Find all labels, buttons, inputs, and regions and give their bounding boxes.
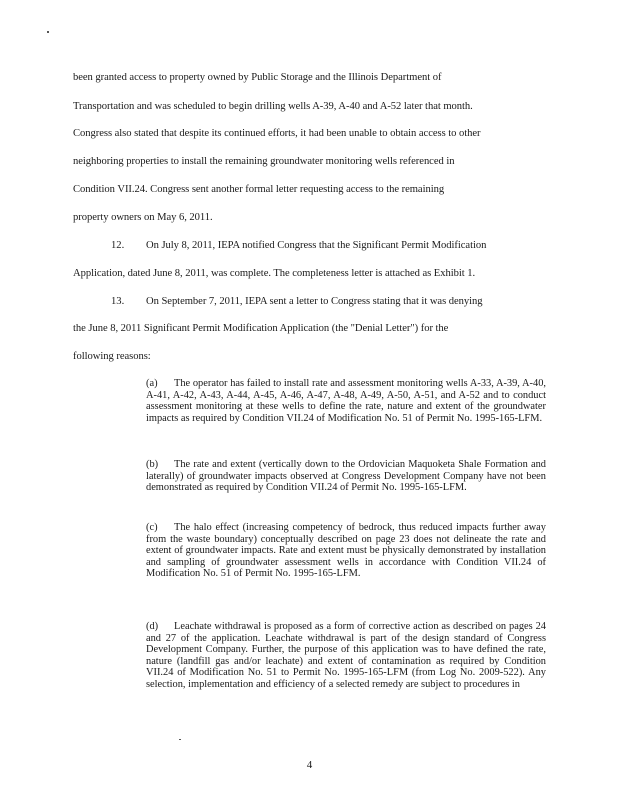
body-line: Congress also stated that despite its continued efforts, it had been unable to obtain access to other	[73, 128, 481, 139]
item-label: (a)	[146, 378, 158, 389]
item-label: (d)	[146, 621, 159, 632]
body-line: following reasons:	[73, 351, 151, 362]
paragraph-number: 12.	[111, 240, 125, 251]
item-text: Leachate withdrawal is proposed as a form of corrective action as described on pages 24 and 27 of the application. Leachate withdrawal is part of the design standard of Congress Development Company. Further, the purpose of this application was to have defined the rate, nature (landfill gas and/or leachate) and extent of contamination as required by Condition VII.24 of Modification No. 51 to Permit No. 1995-165-LFM (from Log No. 2009-522). Any selection, implementation and efficiency of a selected remedy are subject to procedures in	[146, 621, 546, 690]
scan-speck	[179, 739, 181, 740]
body-line: the June 8, 2011 Significant Permit Modification Application (the "Denial Letter") for the	[73, 323, 449, 334]
item-label: (b)	[146, 459, 159, 470]
item-text: The operator has failed to install rate and assessment monitoring wells A-33, A-39, A-40, A-41, A-42, A-43, A-44, A-45, A-46, A-47, A-48, A-49, A-50, A-51, and A-52 and to conduct assessment monitoring at these wells to define the rate, nature and extent of the groundwater impacts as required by Condition VII.24 of Modification No. 51 of Permit No. 1995-165-LFM.	[146, 378, 546, 424]
body-line: been granted access to property owned by Public Storage and the Illinois Department of	[73, 72, 442, 83]
quoted-item-c	[146, 522, 546, 580]
item-text: The rate and extent (vertically down to the Ordovician Maquoketa Shale Formation and laterally) of groundwater impacts observed at Congress Development Company have not been demonstrated as required by Condition VII.24 of Permit No. 1995-165-LFM.	[146, 459, 546, 494]
quoted-item-b	[146, 459, 546, 494]
body-line: neighboring properties to install the remaining groundwater monitoring wells referenced in	[73, 156, 455, 167]
body-line: property owners on May 6, 2011.	[73, 212, 213, 223]
item-label: (c)	[146, 522, 158, 533]
page-number: 4	[306, 759, 313, 771]
body-line: On September 7, 2011, IEPA sent a letter to Congress stating that it was denying	[146, 296, 483, 307]
paragraph-number: 13.	[111, 296, 125, 307]
item-text: The halo effect (increasing competency of bedrock, thus reduced impacts further away from the waste boundary) conceptually described on page 23 does not delineate the rate and extent of groundwater impacts. Rate and extent must be physically demonstrated by installation and sampling of groundwater assessment wells in accordance with Condition VII.24 of Modification No. 51 of Permit No. 1995-165-LFM.	[146, 522, 546, 580]
scan-speck	[47, 31, 49, 33]
quoted-item-d	[146, 621, 546, 691]
body-line: On July 8, 2011, IEPA notified Congress that the Significant Permit Modification	[146, 240, 487, 251]
body-line: Transportation and was scheduled to begin drilling wells A-39, A-40 and A-52 later that month.	[73, 101, 473, 112]
body-line: Condition VII.24. Congress sent another formal letter requesting access to the remaining	[73, 184, 445, 195]
quoted-item-a	[146, 378, 546, 424]
body-line: Application, dated June 8, 2011, was complete. The completeness letter is attached as Exhibit 1.	[73, 268, 476, 279]
